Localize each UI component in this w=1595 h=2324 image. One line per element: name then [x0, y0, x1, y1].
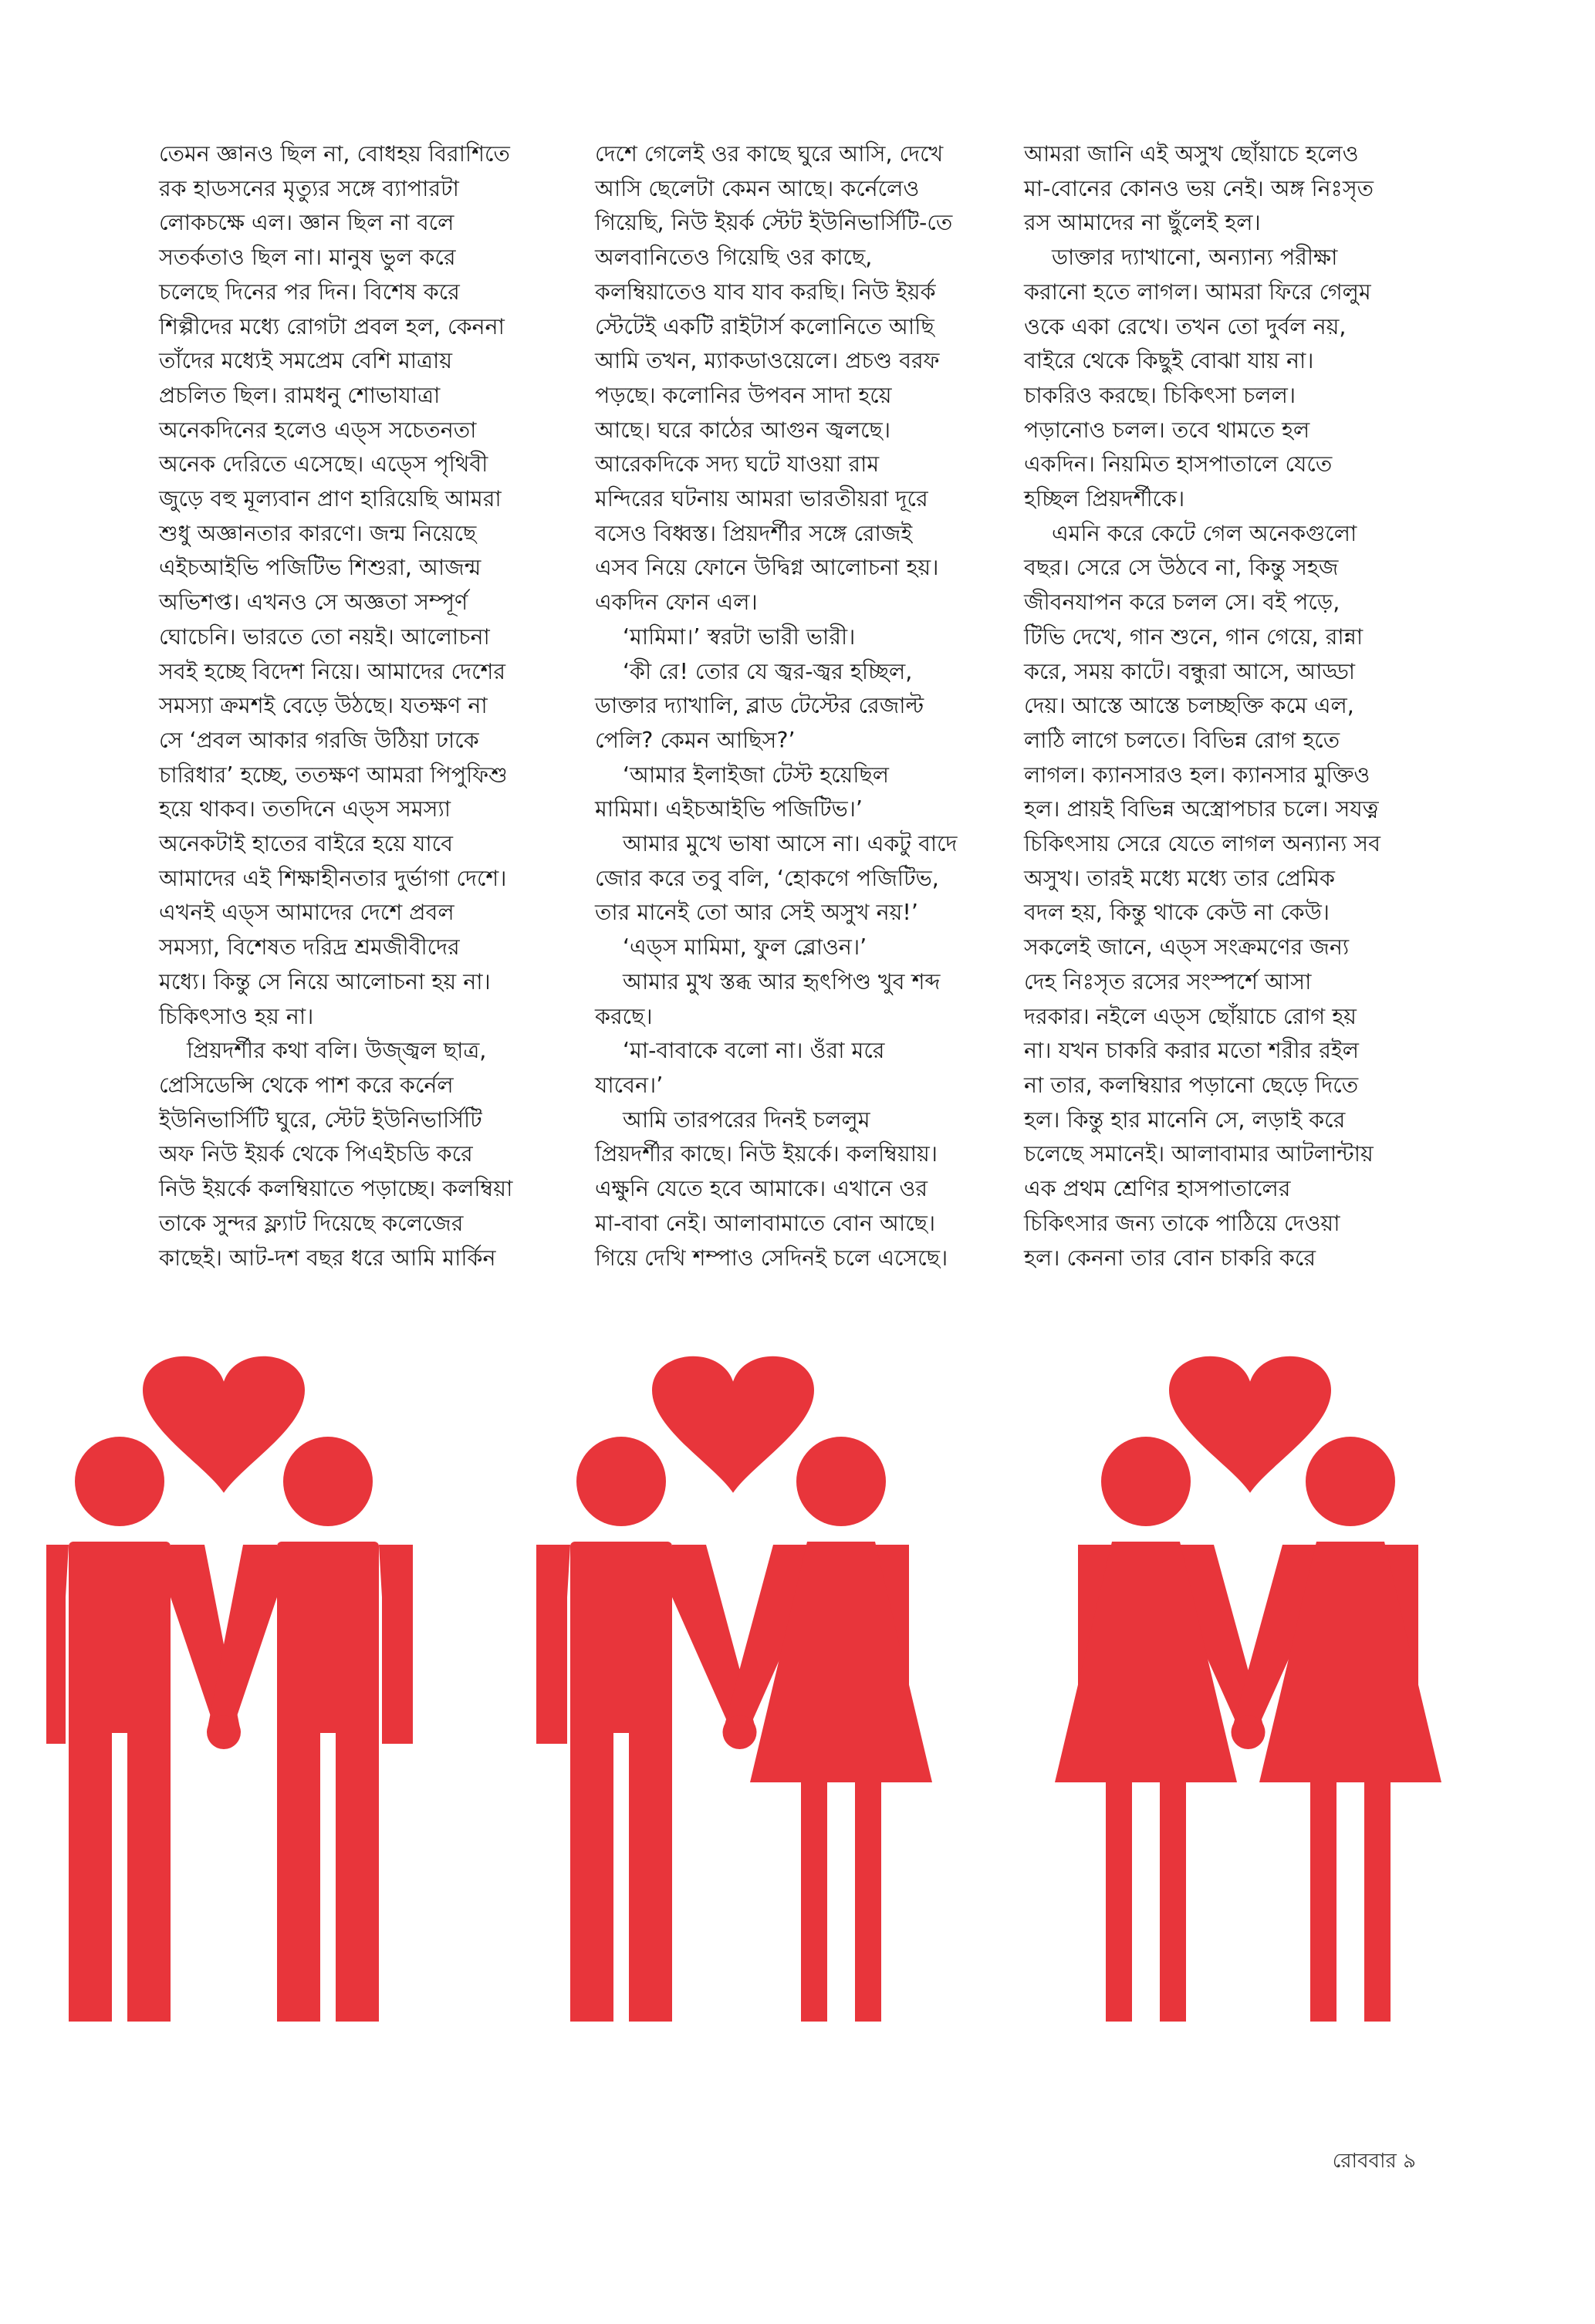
man-torso-icon — [570, 1542, 672, 1733]
text-line: চিকিৎসাও হয় না। — [159, 1003, 314, 1029]
text-line: মন্দিরের ঘটনায় আমরা ভারতীয়রা দূরে — [595, 486, 928, 512]
text-line: অনেক দেরিতে এসেছে। এড্সে পৃথিবী — [159, 451, 488, 478]
text-line: ‘মা-বাবাকে বলো না। ওঁরা মরে — [623, 1038, 885, 1064]
outer-arm-icon — [536, 1545, 570, 1744]
text-line: মা-বোনের কোনও ভয় নেই। অঙ্গ নিঃসৃত — [1024, 175, 1374, 201]
text-line: প্রিয়দর্শীর কথা বলি। উজ্জ্বল ছাত্র, — [187, 1038, 487, 1064]
text-line: টিভি দেখে, গান শুনে, গান গেয়ে, রান্না — [1024, 623, 1364, 650]
text-line: হল। কিন্তু হার মানেনি সে, লড়াই করে — [1024, 1106, 1346, 1133]
article-column-3 — [1024, 137, 1418, 1275]
text-line: বাইরে থেকে কিছুই বোঝা যায় না। — [1024, 348, 1314, 374]
woman-right-leg-icon — [855, 1775, 881, 2022]
article-column-2 — [595, 137, 988, 1275]
text-line: এমনি করে কেটে গেল অনেকগুলো — [1052, 520, 1357, 546]
text-line: গিয়েছি, নিউ ইয়র্ক স্টেট ইউনিভার্সিটি-তে — [595, 210, 953, 236]
text-line: প্রচলিত ছিল। রামধনু শোভাযাত্রা — [159, 382, 441, 408]
text-line: হচ্ছিল প্রিয়দর্শীকে। — [1024, 486, 1185, 512]
text-line: লাঠি লাগে চলতে। বিভিন্ন রোগ হতে — [1024, 727, 1340, 753]
text-line: ‘আমার ইলাইজা টেস্ট হয়েছিল — [623, 762, 889, 788]
text-line: লোকচক্ষে এল। জ্ঞান ছিল না বলে — [159, 210, 455, 236]
joined-hands-icon — [723, 1715, 757, 1749]
text-line: লাগল। ক্যানসারও হল। ক্যানসার মুক্তিও — [1024, 762, 1370, 788]
text-line: সমস্যা ক্রমশই বেড়ে উঠছে। যতক্ষণ না — [159, 693, 488, 719]
text-line: চলেছে দিনের পর দিন। বিশেষ করে — [159, 279, 460, 305]
text-line: জীবনযাপন করে চলল সে। বই পড়ে, — [1024, 589, 1340, 616]
text-line: নিউ ইয়র্কে কলম্বিয়াতে পড়াচ্ছে। কলম্বিয়া — [159, 1176, 513, 1202]
woman-left-leg-icon — [1106, 1775, 1132, 2022]
text-line: ‘মামিমা।’ স্বরটা ভারী ভারী। — [623, 623, 856, 650]
text-line: মধ্যে। কিন্তু সে নিয়ে আলোচনা হয় না। — [159, 968, 491, 995]
heart-icon — [652, 1356, 814, 1493]
text-line: না তার, কলম্বিয়ার পড়ানো ছেড়ে দিতে — [1024, 1072, 1359, 1098]
text-line: ইউনিভার্সিটি ঘুরে, স্টেট ইউনিভার্সিটি — [159, 1106, 482, 1133]
text-line: যাবেন।’ — [595, 1072, 664, 1098]
text-line: এক্ষুনি যেতে হবে আমাকে। এখানে ওর — [595, 1176, 928, 1202]
text-line: এক প্রথম শ্রেণির হাসপাতালের — [1024, 1176, 1291, 1202]
text-line: সবই হচ্ছে বিদেশ নিয়ে। আমাদের দেশের — [159, 658, 506, 684]
text-line: সে ‘প্রবল আকার গরজি উঠিয়া ঢাকে — [159, 727, 479, 753]
text-line: মা-বাবা নেই। আলাবামাতে বোন আছে। — [595, 1210, 936, 1236]
text-line: আমি তখন, ম্যাকডাওয়েলে। প্রচণ্ড বরফ — [595, 348, 940, 374]
article-column-1 — [159, 137, 553, 1275]
text-line: তেমন জ্ঞানও ছিল না, বোধহয় বিরাশিতে — [159, 141, 510, 167]
text-line: আমাদের এই শিক্ষাহীনতার দুর্ভাগা দেশে। — [159, 865, 507, 891]
woman-head-icon — [1306, 1437, 1395, 1526]
text-line: রস আমাদের না ছুঁলেই হল। — [1024, 210, 1261, 236]
text-line: জুড়ে বহু মূল্যবান প্রাণ হারিয়েছি আমরা — [159, 486, 502, 512]
text-line: জোর করে তবু বলি, ‘হোকগে পজিটিভ, — [595, 865, 939, 891]
text-line: মামিমা। এইচআইভি পজিটিভ।’ — [595, 796, 863, 823]
text-line: রক হাডসনের মৃত্যুর সঙ্গে ব্যাপারটা — [159, 175, 459, 201]
text-line: হল। প্রায়ই বিভিন্ন অস্ত্রোপচার চলে। সযত্ন — [1024, 796, 1379, 823]
text-line: একদিন ফোন এল। — [595, 589, 758, 616]
woman-right-leg-icon — [1364, 1775, 1391, 2022]
text-line: করানো হতে লাগল। আমরা ফিরে গেলুম — [1024, 279, 1371, 305]
outer-arm-icon — [379, 1545, 413, 1744]
text-line: না। যখন চাকরি করার মতো শরীর রইল — [1024, 1038, 1359, 1064]
text-line: অনেকদিনের হলেও এড্স সচেতনতা — [159, 417, 477, 443]
text-line: হয়ে থাকব। ততদিনে এড্স সমস্যা — [159, 796, 451, 823]
text-line: করে, সময় কাটে। বন্ধুরা আসে, আড্ডা — [1024, 658, 1356, 684]
man-head-icon — [283, 1437, 373, 1526]
text-line: তাকে সুন্দর ফ্ল্যাট দিয়েছে কলেজের — [159, 1210, 464, 1236]
text-line: সকলেই জানে, এড্স সংক্রমণের জন্য — [1024, 934, 1350, 961]
man-torso-icon — [277, 1542, 379, 1733]
woman-left-leg-icon — [801, 1775, 827, 2022]
text-line: অলবানিতেও গিয়েছি ওর কাছে, — [595, 245, 873, 271]
text-line: ‘এড্স মামিমা, ফুল ব্লোওন।’ — [623, 934, 867, 961]
text-line: চিকিৎসায় সেরে যেতে লাগল অন্যান্য সব — [1024, 831, 1380, 857]
page-folio: রোববার ৯ — [1332, 2150, 1416, 2173]
text-line: দরকার। নইলে এড্স ছোঁয়াচে রোগ হয় — [1024, 1003, 1357, 1029]
text-line: শিল্পীদের মধ্যে রোগটা প্রবল হল, কেননা — [159, 313, 505, 339]
text-line: আরেকদিকে সদ্য ঘটে যাওয়া রাম — [595, 451, 880, 478]
text-line: দেয়। আস্তে আস্তে চলচ্ছক্তি কমে এল, — [1024, 693, 1354, 719]
text-line: অনেকটাই হাতের বাইরে হয়ে যাবে — [159, 831, 453, 857]
text-line: অসুখ। তারই মধ্যে মধ্যে তার প্রেমিক — [1024, 865, 1335, 891]
man-left-leg-icon — [69, 1728, 112, 2022]
text-line: ওকে একা রেখে। তখন তো দুর্বল নয়, — [1024, 313, 1347, 339]
text-line: বসেও বিধ্বস্ত। প্রিয়দর্শীর সঙ্গে রোজই — [595, 520, 913, 546]
text-line: চারিধার’ হচ্ছে, ততক্ষণ আমরা পিপুফিশু — [159, 762, 508, 788]
heart-icon — [143, 1356, 305, 1493]
text-line: আমি তারপরের দিনই চললুম — [623, 1106, 870, 1133]
text-line: এখনই এড্স আমাদের দেশে প্রবল — [159, 900, 455, 926]
text-line: প্রেসিডেন্সি থেকে পাশ করে কর্নেল — [159, 1072, 454, 1098]
text-line: বদল হয়, কিন্তু থাকে কেউ না কেউ। — [1024, 900, 1330, 926]
man-right-leg-icon — [336, 1728, 379, 2022]
text-line: গিয়ে দেখি শম্পাও সেদিনই চলে এসেছে। — [595, 1245, 948, 1271]
text-line: তার মানেই তো আর সেই অসুখ নয়!’ — [595, 900, 918, 926]
text-line: আসি ছেলেটা কেমন আছে। কর্নেলেও — [595, 175, 920, 201]
text-line: আছে। ঘরে কাঠের আগুন জ্বলছে। — [595, 417, 891, 443]
text-line: ‘কী রে! তোর যে জ্বর-জ্বর হচ্ছিল, — [623, 658, 913, 684]
man-head-icon — [576, 1437, 666, 1526]
text-line: দেহ নিঃসৃত রসের সংস্পর্শে আসা — [1024, 968, 1312, 995]
text-line: শুধু অজ্ঞানতার কারণে। জন্ম নিয়েছে — [159, 520, 477, 546]
text-line: এইচআইভি পজিটিভ শিশুরা, আজন্ম — [159, 555, 482, 581]
text-line: আমার মুখে ভাষা আসে না। একটু বাদে — [623, 831, 958, 857]
text-line: করছে। — [595, 1003, 653, 1029]
text-line: সতর্কতাও ছিল না। মানুষ ভুল করে — [159, 245, 456, 271]
woman-head-icon — [796, 1437, 886, 1526]
text-line: অফ নিউ ইয়র্ক থেকে পিএইচডি করে — [159, 1141, 473, 1167]
text-line: একদিন। নিয়মিত হাসপাতালে যেতে — [1024, 451, 1333, 478]
text-line: স্টেটেই একটি রাইটার্স কলোনিতে আছি — [595, 313, 934, 339]
text-line: প্রিয়দর্শীর কাছে। নিউ ইয়র্কে। কলম্বিয়ায়। — [595, 1141, 938, 1167]
text-line: সমস্যা, বিশেষত দরিদ্র শ্রমজীবীদের — [159, 934, 460, 961]
text-line: পড়ানোও চলল। তবে থামতে হল — [1024, 417, 1310, 443]
man-left-leg-icon — [277, 1728, 320, 2022]
woman-right-leg-icon — [1160, 1775, 1186, 2022]
man-right-leg-icon — [127, 1728, 171, 2022]
man-head-icon — [75, 1437, 164, 1526]
text-line: ডাক্তার দ্যাখানো, অন্যান্য পরীক্ষা — [1052, 245, 1338, 271]
joined-hands-icon — [1232, 1715, 1266, 1749]
man-left-leg-icon — [570, 1728, 613, 2022]
text-line: পড়ছে। কলোনির উপবন সাদা হয়ে — [595, 382, 892, 408]
text-line: আমরা জানি এই অসুখ ছোঁয়াচে হলেও — [1024, 141, 1359, 167]
woman-left-leg-icon — [1310, 1775, 1336, 2022]
text-line: অভিশপ্ত। এখনও সে অজ্ঞতা সম্পূর্ণ — [159, 589, 468, 616]
text-line: দেশে গেলেই ওর কাছে ঘুরে আসি, দেখে — [595, 141, 944, 167]
text-line: কাছেই। আট-দশ বছর ধরে আমি মার্কিন — [159, 1245, 496, 1271]
text-line: ডাক্তার দ্যাখালি, ব্লাড টেস্টের রেজাল্ট — [595, 693, 924, 719]
text-line: তাঁদের মধ্যেই সমপ্রেম বেশি মাত্রায় — [159, 348, 453, 374]
text-line: কলম্বিয়াতেও যাব যাব করছি। নিউ ইয়র্ক — [595, 279, 936, 305]
text-line: পেলি? কেমন আছিস?’ — [595, 727, 796, 753]
text-line: চলেছে সমানেই। আলাবামার আটলান্টায় — [1024, 1141, 1374, 1167]
outer-arm-icon — [46, 1545, 69, 1744]
joined-hands-icon — [207, 1715, 241, 1749]
text-line: আমার মুখ স্তব্ধ আর হৃৎপিণ্ড খুব শব্দ — [623, 968, 941, 995]
text-line: বছর। সেরে সে উঠবে না, কিন্তু সহজ — [1024, 555, 1339, 581]
text-line: চাকরিও করছে। চিকিৎসা চলল। — [1024, 382, 1296, 408]
text-line: এসব নিয়ে ফোনে উদ্বিগ্ন আলোচনা হয়। — [595, 555, 939, 581]
text-line: হল। কেননা তার বোন চাকরি করে — [1024, 1245, 1316, 1271]
couples-illustration — [46, 1343, 1574, 2052]
text-line: চিকিৎসার জন্য তাকে পাঠিয়ে দেওয়া — [1024, 1210, 1340, 1236]
text-line: ঘোচেনি। ভারতে তো নয়ই। আলোচনা — [159, 623, 490, 650]
man-torso-icon — [69, 1542, 171, 1733]
man-right-leg-icon — [629, 1728, 672, 2022]
woman-head-icon — [1101, 1437, 1191, 1526]
